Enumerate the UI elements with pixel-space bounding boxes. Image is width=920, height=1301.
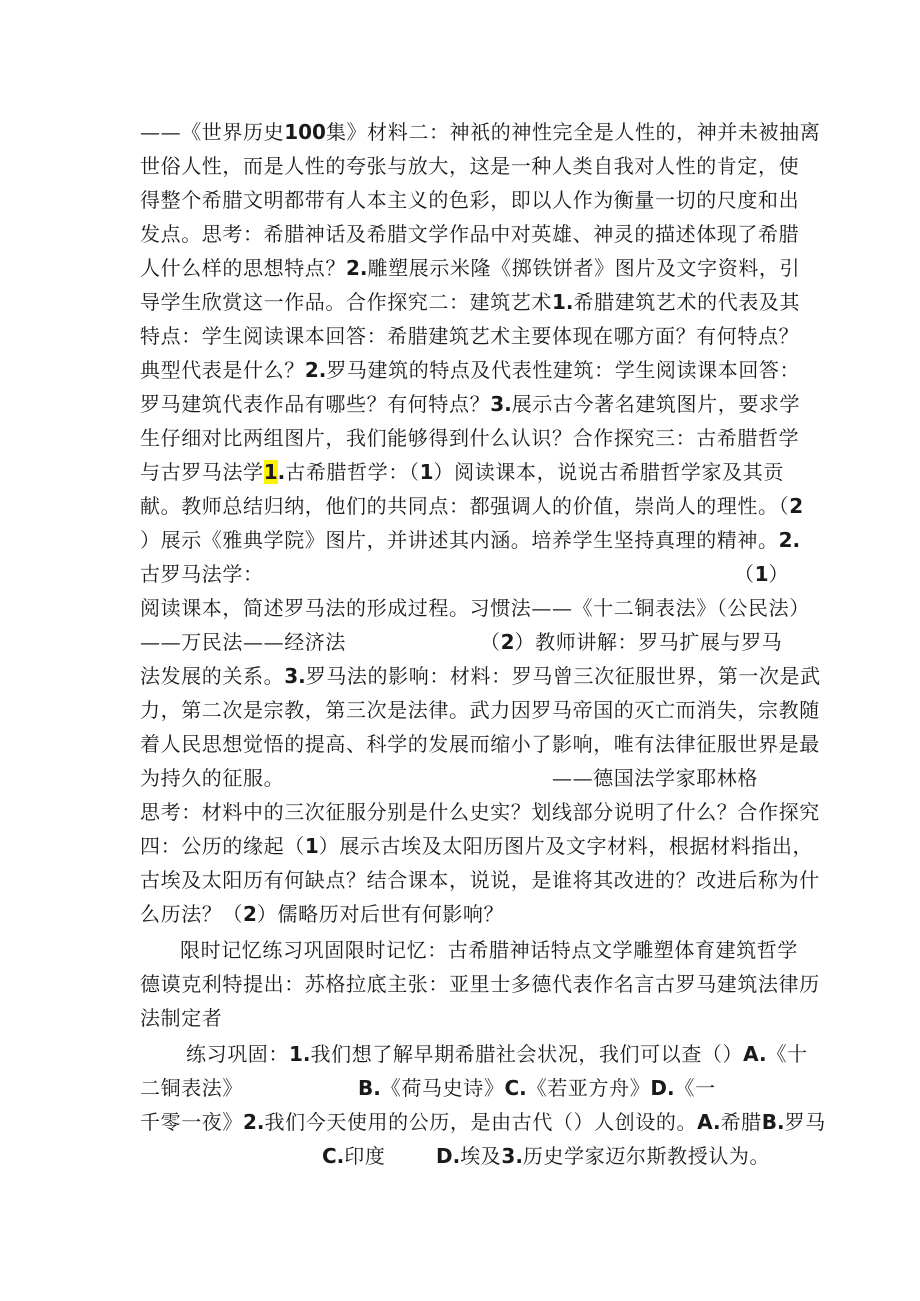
text-line: 发点。思考：希腊神话及希腊文学作品中对英雄、神灵的描述体现了希腊 (140, 222, 800, 246)
text-line: 德谟克利特提出：苏格拉底主张：亚里士多德代表作名言古罗马建筑法律历 (140, 972, 820, 996)
text-line: ——《世界历史100集》材料二：神祇的神性完全是人性的，神并未被抽离 (140, 120, 821, 144)
text-line: 练习巩固：1.我们想了解早期希腊社会状况，我们可以查（）A.《十 (186, 1042, 808, 1066)
text-fragment: C.印度 (322, 1144, 386, 1168)
text-line: 限时记忆练习巩固限时记忆：古希腊神话特点文学雕塑体育建筑哲学 (180, 938, 798, 962)
text-line: 法发展的关系。3.罗马法的影响：材料：罗马曾三次征服世界，第一次是武 (140, 664, 821, 688)
text-line: ）展示《雅典学院》图片，并讲述其内涵。培养学生坚持真理的精神。2. (140, 528, 801, 552)
text-line: 罗马建筑代表作品有哪些？有何特点？3.展示古今著名建筑图片，要求学 (140, 392, 801, 416)
text-line: 人什么样的思想特点？2.雕塑展示米隆《掷铁饼者》图片及文字资料，引 (140, 256, 801, 280)
text-fragment: B.《荷马史诗》C.《若亚方舟》D.《一 (358, 1076, 716, 1100)
text-line: 古埃及太阳历有何缺点？结合课本，说说，是谁将其改进的？改进后称为什 (140, 868, 820, 892)
text-line: 千零一夜》2.我们今天使用的公历，是由古代（）人创设的。A.希腊B.罗马 (140, 1110, 826, 1134)
text-line: 献。教师总结归纳，他们的共同点：都强调人的价值，崇尚人的理性。（2 (140, 494, 804, 518)
text-fragment: D.埃及3.历史学家迈尔斯教授认为。 (436, 1144, 771, 1168)
text-line: 为持久的征服。 (140, 766, 285, 790)
text-fragment: （1） (734, 562, 790, 586)
text-line: ——万民法——经济法 (140, 630, 346, 654)
text-fragment: （2）教师讲解：罗马扩展与罗马 (480, 630, 783, 654)
text-line: 四：公历的缘起（1）展示古埃及太阳历图片及文字材料，根据材料指出， (140, 834, 814, 858)
text-line: 么历法？（2）儒略历对后世有何影响？ (140, 902, 505, 926)
text-line: 阅读课本，简述罗马法的形成过程。习惯法——《十二铜表法》（公民法） (140, 596, 810, 620)
text-line: 生仔细对比两组图片，我们能够得到什么认识？合作探究三：古希腊哲学 (140, 426, 800, 450)
text-line: 二铜表法》 (140, 1076, 243, 1100)
text-line: 导学生欣赏这一作品。合作探究二：建筑艺术1.希腊建筑艺术的代表及其 (140, 290, 801, 314)
text-line: 世俗人性，而是人性的夸张与放大，这是一种人类自我对人性的肯定，使 (140, 154, 800, 178)
text-line: 得整个希腊文明都带有人本主义的色彩，即以人作为衡量一切的尺度和出 (140, 188, 800, 212)
text-line-highlighted: 与古罗马法学1.古希腊哲学：（1）阅读课本，说说古希腊哲学家及其贡 (140, 460, 784, 484)
text-line: 古罗马法学： (140, 562, 264, 586)
text-line: 典型代表是什么？2.罗马建筑的特点及代表性建筑：学生阅读课本回答： (140, 358, 801, 382)
text-line: 着人民思想觉悟的提高、科学的发展而缩小了影响，唯有法律征服世界是最 (140, 732, 820, 756)
text-line: 思考：材料中的三次征服分别是什么史实？划线部分说明了什么？合作探究 (140, 800, 820, 824)
quote-attribution: ——德国法学家耶林格 (552, 766, 758, 790)
text-line: 法制定者 (140, 1006, 223, 1030)
text-line: 特点：学生阅读课本回答：希腊建筑艺术主要体现在哪方面？有何特点？ (140, 324, 800, 348)
text-line: 力，第二次是宗教，第三次是法律。武力因罗马帝国的灭亡而消失，宗教随 (140, 698, 820, 722)
